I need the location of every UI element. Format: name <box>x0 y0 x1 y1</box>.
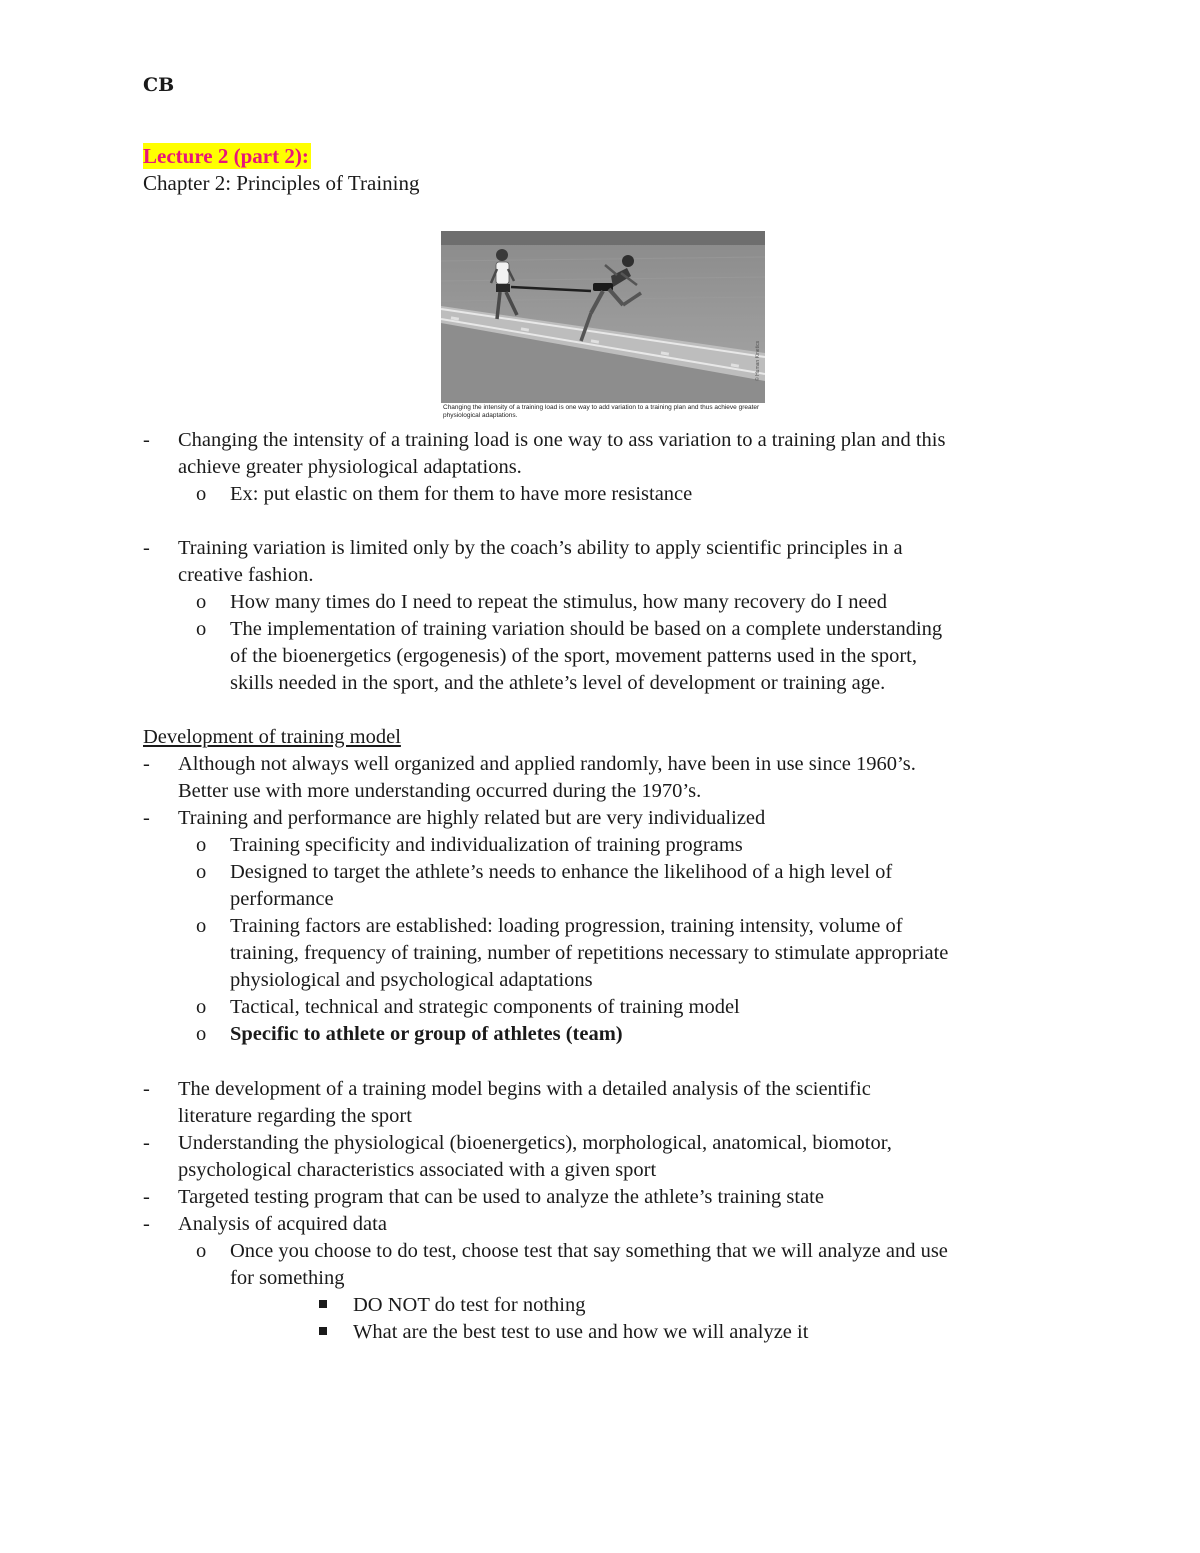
sub-item-text: performance <box>230 888 334 910</box>
sub-item-text: How many times do I need to repeat the stimulus, how many recovery do I need <box>230 591 887 613</box>
training-photo <box>441 231 765 425</box>
bullet-dash: - <box>143 1186 150 1208</box>
sub-item-text: Once you choose to do test, choose test that say something that we will analyze and use <box>230 1240 948 1262</box>
bullet-circle: o <box>196 861 207 883</box>
list-item-text: literature regarding the sport <box>178 1105 412 1127</box>
sub-item-text: The implementation of training variation should be based on a complete understanding <box>230 618 943 640</box>
bullet-circle: o <box>196 996 207 1018</box>
lecture-title: Lecture 2 (part 2): <box>143 144 309 168</box>
list-item-text: Training variation is limited only by the coach’s ability to apply scientific principles in a <box>178 537 903 559</box>
bullet-circle: o <box>196 915 207 937</box>
bullet-dash: - <box>143 753 150 775</box>
bullet-circle: o <box>196 618 207 640</box>
list-item-text: Understanding the physiological (bioenergetics), morphological, anatomical, biomotor, <box>178 1132 892 1154</box>
list-item-text: Although not always well organized and applied randomly, have been in use since 1960’s. <box>178 753 916 775</box>
third-level-item-text: DO NOT do test for nothing <box>353 1294 586 1316</box>
bullet-dash: - <box>143 807 150 829</box>
bullet-dash: - <box>143 1078 150 1100</box>
sub-item-text: of the bioenergetics (ergogenesis) of the sport, movement patterns used in the sport, <box>230 645 917 667</box>
sub-item-text: Ex: put elastic on them for them to have more resistance <box>230 483 693 505</box>
chapter-title: Chapter 2: Principles of Training <box>143 171 420 195</box>
bullet-circle: o <box>196 1023 207 1045</box>
sub-item-text: Training specificity and individualization of training programs <box>230 834 743 856</box>
bullet-dash: - <box>143 537 150 559</box>
bullet-circle: o <box>196 591 207 613</box>
photo-credit: © Human Kinetics <box>755 340 761 381</box>
author-initials: CB <box>143 74 175 96</box>
list-item-text: Better use with more understanding occurred during the 1970’s. <box>178 780 702 802</box>
bullet-circle: o <box>196 483 207 505</box>
bullet-square <box>319 1327 327 1335</box>
sub-item-text-bold: Specific to athlete or group of athletes (team) <box>230 1023 623 1045</box>
sub-item-text: physiological and psychological adaptations <box>230 969 593 991</box>
bullet-dash: - <box>143 1132 150 1154</box>
sub-item-text: skills needed in the sport, and the athlete’s level of development or training age. <box>230 672 886 694</box>
sub-item-text: Training factors are established: loading progression, training intensity, volume of <box>230 915 903 937</box>
bullet-dash: - <box>143 1213 150 1235</box>
figure-caption: Changing the intensity of a training load is one way to add variation to a training plan and thus achieve greater physiological adaptations. <box>443 404 760 419</box>
list-item-text: Changing the intensity of a training load is one way to ass variation to a training plan and this <box>178 429 946 451</box>
sprint-resistance-photo <box>441 231 765 403</box>
sub-item-text: Designed to target the athlete’s needs to enhance the likelihood of a high level of <box>230 861 893 883</box>
sub-item-text: for something <box>230 1267 345 1289</box>
list-item-text: Training and performance are highly related but are very individualized <box>178 807 766 829</box>
list-item-text: The development of a training model begins with a detailed analysis of the scientific <box>178 1078 871 1100</box>
bullet-dash: - <box>143 429 150 451</box>
sub-item-text: Tactical, technical and strategic components of training model <box>230 996 740 1018</box>
bullet-circle: o <box>196 834 207 856</box>
list-item-text: Analysis of acquired data <box>178 1213 387 1235</box>
sub-item-text: training, frequency of training, number of repetitions necessary to stimulate appropriate <box>230 942 949 964</box>
list-item-text: achieve greater physiological adaptations. <box>178 456 522 478</box>
section-heading: Development of training model <box>143 726 401 748</box>
third-level-item-text: What are the best test to use and how we will analyze it <box>353 1321 809 1343</box>
list-item-text: psychological characteristics associated with a given sport <box>178 1159 657 1181</box>
list-item-text: creative fashion. <box>178 564 314 586</box>
bullet-square <box>319 1300 327 1308</box>
list-item-text: Targeted testing program that can be used to analyze the athlete’s training state <box>178 1186 824 1208</box>
bullet-circle: o <box>196 1240 207 1262</box>
